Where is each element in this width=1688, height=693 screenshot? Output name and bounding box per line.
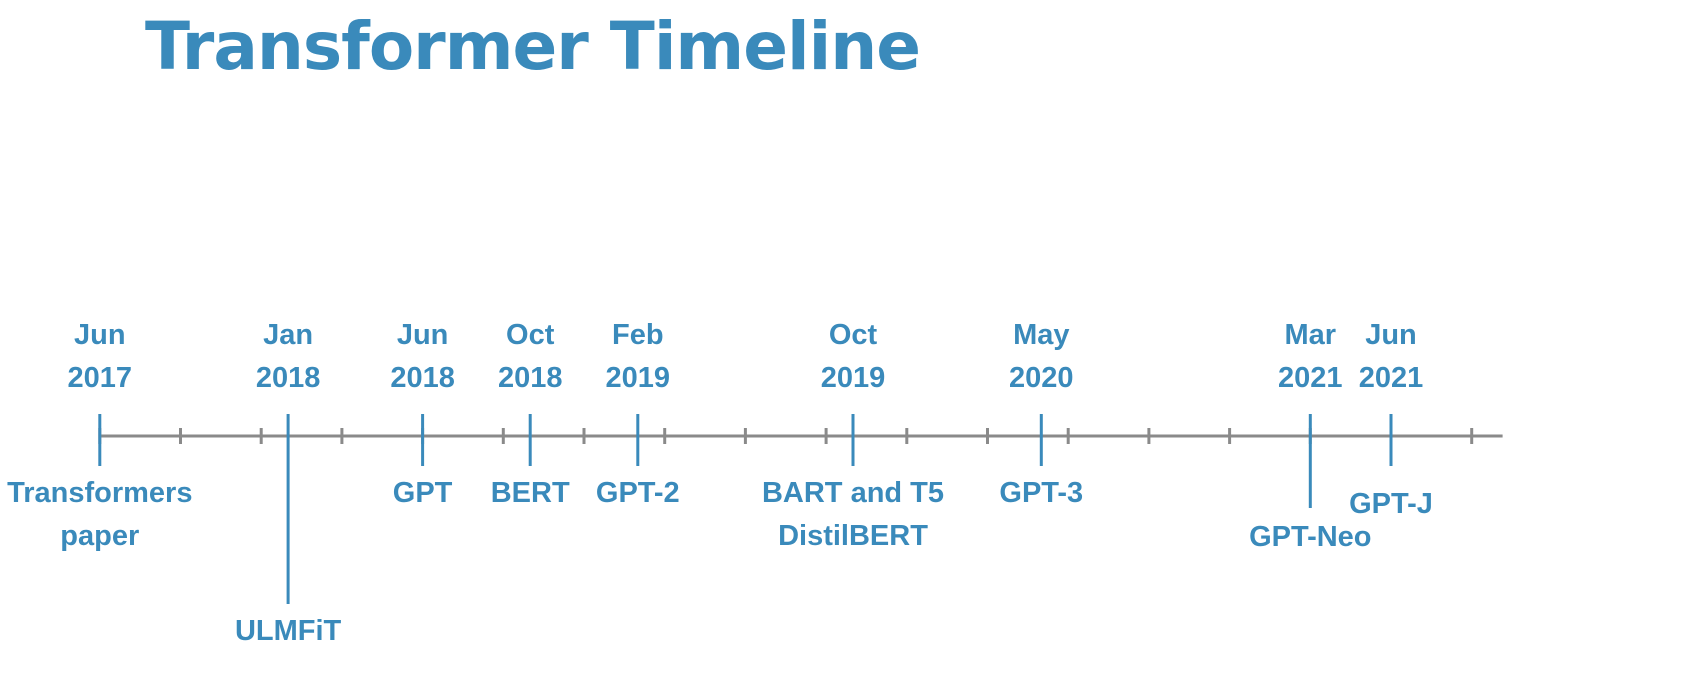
event-year: 2019 — [605, 362, 671, 394]
event-year: 2021 — [1358, 362, 1424, 394]
event-month: Jun — [396, 319, 449, 351]
event-year: 2019 — [820, 362, 886, 394]
event-month: Jun — [74, 319, 126, 351]
event-label: paper — [60, 520, 140, 552]
event-label: ULMFiT — [234, 615, 342, 647]
timeline-event — [596, 319, 680, 509]
event-label: BERT — [490, 477, 570, 509]
event-year: 2018 — [497, 362, 563, 394]
event-label: GPT-3 — [999, 477, 1084, 509]
event-year: 2018 — [255, 362, 321, 394]
event-month: Jan — [263, 319, 314, 351]
event-month: Mar — [1284, 319, 1337, 351]
event-label: Transformers — [7, 477, 193, 509]
event-month: Jun — [1365, 319, 1417, 351]
event-month: Oct — [506, 319, 555, 351]
event-label: GPT-Neo — [1249, 521, 1372, 553]
event-label: GPT-2 — [595, 477, 680, 509]
event-label: GPT — [392, 477, 453, 509]
timeline-events — [7, 319, 1433, 647]
timeline-event — [1349, 319, 1433, 520]
timeline-event — [491, 319, 570, 509]
event-label: DistilBERT — [778, 520, 928, 552]
event-year: 2020 — [1009, 362, 1074, 394]
event-year: 2018 — [390, 362, 455, 394]
event-label: BART and T5 — [761, 477, 945, 509]
timeline-event — [390, 319, 455, 509]
timeline-event — [235, 319, 342, 647]
event-month: Oct — [828, 319, 878, 351]
timeline-event — [999, 319, 1083, 509]
event-month: Feb — [612, 319, 664, 351]
page-title: Transformer Timeline — [145, 8, 920, 85]
event-month: May — [1013, 319, 1070, 351]
event-year: 2021 — [1278, 362, 1343, 394]
event-year: 2017 — [67, 362, 133, 394]
event-label: GPT-J — [1349, 488, 1433, 520]
